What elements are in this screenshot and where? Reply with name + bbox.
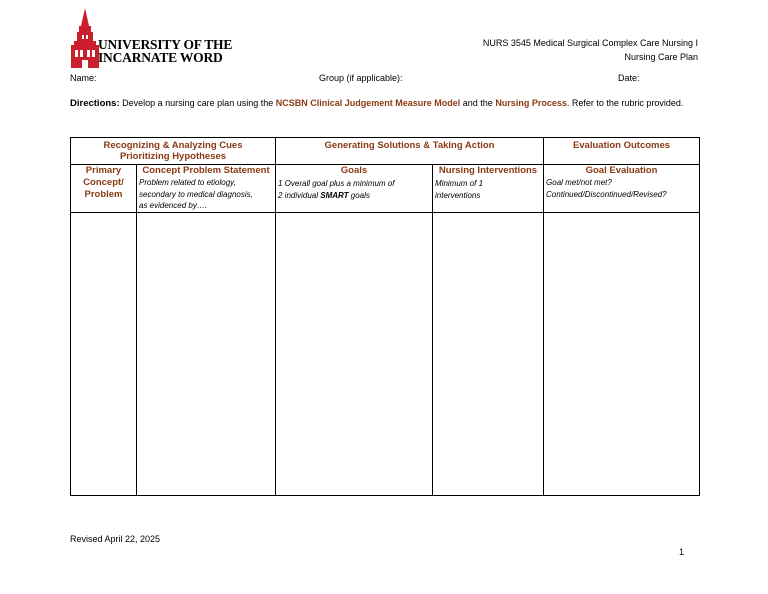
entry-row [71,213,700,496]
section-recognizing-line1: Recognizing & Analyzing Cues [103,140,243,151]
entry-goal-evaluation[interactable] [544,213,700,496]
column-header-row [71,165,700,213]
course-title: NURS 3545 Medical Surgical Complex Care Nursing I [482,38,698,48]
entry-concept-problem[interactable] [137,213,276,496]
section-evaluation-label: Evaluation Outcomes [572,140,671,151]
university-name [98,38,232,64]
col-concept-problem [137,165,276,213]
col5-note-1: Goal met/not met? [546,178,612,187]
entry-primary-concept[interactable] [71,213,137,496]
col-goal-evaluation [544,165,700,213]
col3-note-2a: 2 individual [278,190,321,200]
col2-note-2: secondary to medical diagnosis, [139,189,253,199]
university-name-line2: INCARNATE WORD [98,50,223,65]
ncsbn-model: NCSBN Clinical Judgement Measure Model [275,98,461,108]
page-number: 1 [679,547,685,557]
col1-line1: Primary [85,165,122,176]
entry-goals[interactable] [276,213,433,496]
nursing-process: Nursing Process [495,98,567,108]
section-header-row [71,138,700,165]
col3-note-2c: goals [348,190,370,200]
directions-text-1: Develop a nursing care plan using the [119,98,276,108]
info-fields [70,73,698,85]
document-title: Nursing Care Plan [624,52,698,62]
directions-text-2: and the [460,98,496,108]
section-recognizing [71,138,276,165]
col-goals [276,165,433,213]
col-primary-concept [71,165,137,213]
section-generating [276,138,544,165]
col3-note-2 [278,190,430,202]
col2-title: Concept Problem Statement [142,165,270,176]
col4-note-2: interventions [435,190,481,200]
col2-note-1: Problem related to etiology, [139,178,236,187]
directions-text-3: . Refer to the rubric provided. [566,98,684,108]
tower-icon [68,8,102,68]
entry-interventions[interactable] [433,213,544,496]
col-nursing-interventions [433,165,544,213]
section-evaluation [544,138,700,165]
col1-line2: Concept/ [83,177,124,188]
directions-label: Directions: [70,98,120,109]
directions [70,97,698,110]
col5-title: Goal Evaluation [585,165,658,176]
col2-note-3: as evidenced by…. [139,201,208,210]
group-label: Group (if applicable): [319,73,403,83]
col5-note-2: Continued/Discontinued/Revised? [546,189,667,199]
care-plan-table [70,137,700,496]
col4-note-1: Minimum of 1 [435,179,484,188]
smart-keyword: SMART [320,190,349,200]
col3-title: Goals [340,165,368,176]
name-label: Name: [70,73,97,83]
section-generating-label: Generating Solutions & Taking Action [324,140,495,151]
col3-note-1: 1 Overall goal plus a minimum of [278,179,395,188]
date-label: Date: [618,73,640,83]
section-recognizing-line2: Prioritizing Hypotheses [119,151,227,162]
course-header [483,36,698,64]
revised-date: Revised April 22, 2025 [70,534,161,544]
col1-line3: Problem [84,189,123,200]
col4-title: Nursing Interventions [438,165,538,176]
university-name-line1: UNIVERSITY OF THE [98,37,233,52]
